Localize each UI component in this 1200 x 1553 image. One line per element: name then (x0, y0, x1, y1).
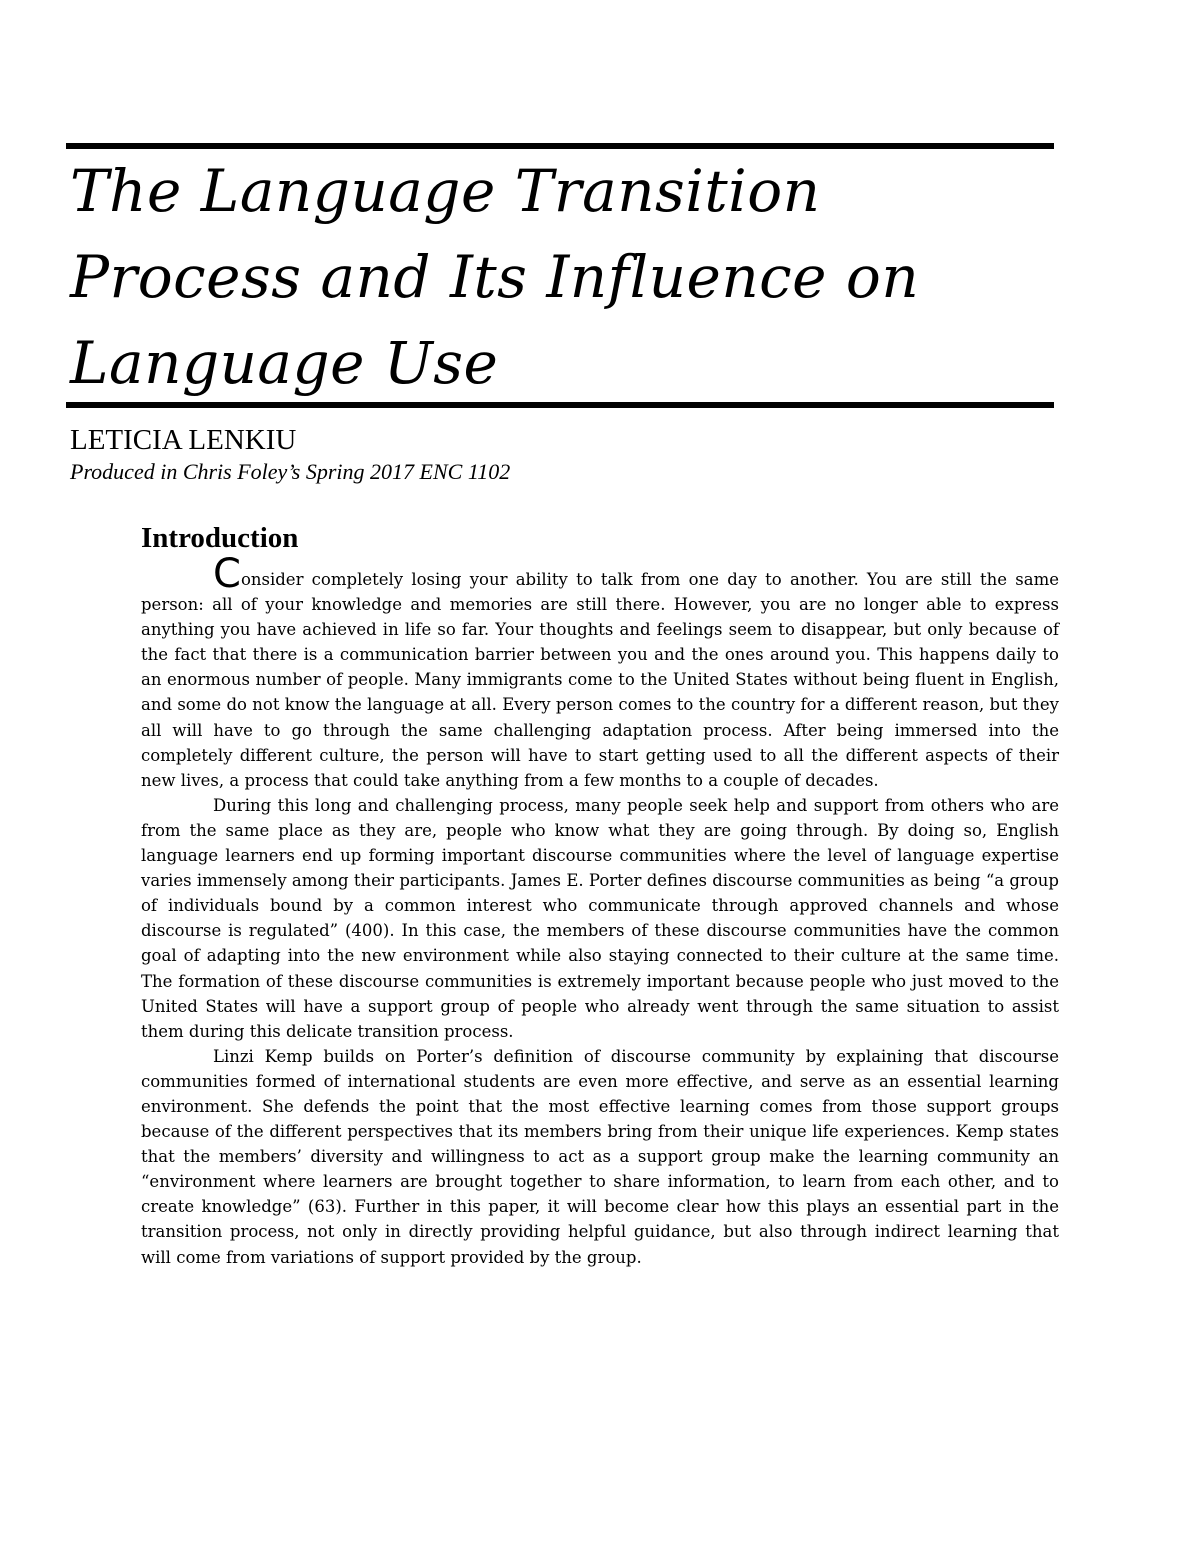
document-title: The Language Transition Process and Its Influence on Language Use (70, 157, 920, 397)
paragraph (141, 551, 1059, 793)
drop-cap: C (213, 551, 241, 597)
title-bottom-rule (66, 402, 1054, 408)
course-credit-line: Produced in Chris Foley’s Spring 2017 ENC 1102 (70, 459, 511, 484)
paragraph: During this long and challenging process, many people seek help and support from others who are from the same place as they are, people who know what they are going through. By doing so, English language learners end up forming important discourse communities where the level of language expertise varies immensely among their participants. James E. Porter defines discourse communities as being “a group of individuals bound by a common interest who communicate through approved channels and whose discourse is regulated” (400). In this case, the members of these discourse communities have the common goal of adapting into the new environment while also staying connected to their culture at the same time. The formation of these discourse communities is extremely important because people who just moved to the United States will have a support group of people who already went through the same situation to assist them during this delicate transition process. (141, 795, 1059, 1041)
paragraph-text: onsider completely losing your ability to talk from one day to another. You are still the same person: all of your knowledge and memories are still there. However, you are no longer able to express anything you have achieved in life so far. Your thoughts and feelings seem to disappear, but only because of the fact that there is a communication barrier between you and the ones around you. This happens daily to an enormous number of people. Many immigrants come to the United States without being fluent in English, and some do not know the language at all. Every person comes to the country for a different reason, but they all will have to go through the same challenging adaptation process. After being immersed into the completely different culture, the person will have to start getting used to all the different aspects of their new lives, a process that could take anything from a few months to a couple of decades. (141, 570, 1059, 790)
section-heading: Introduction (141, 522, 299, 554)
paragraph: Linzi Kemp builds on Porter’s definition of discourse community by explaining that discourse communities formed of international students are even more effective, and serve as an essential learning environment. She defends the point that the most effective learning comes from those support groups because of the different perspectives that its members bring from their unique life experiences. Kemp states that the members’ diversity and willingness to act as a support group make the learning community an “environment where learners are brought together to share information, to learn from each other, and to create knowledge” (63). Further in this paper, it will become clear how this plays an essential part in the transition process, not only in directly providing helpful guidance, but also through indirect learning that will come from variations of support provided by the group. (141, 1046, 1059, 1267)
author-name: LETICIA LENKIU (70, 424, 297, 456)
body-text (141, 551, 1059, 1270)
